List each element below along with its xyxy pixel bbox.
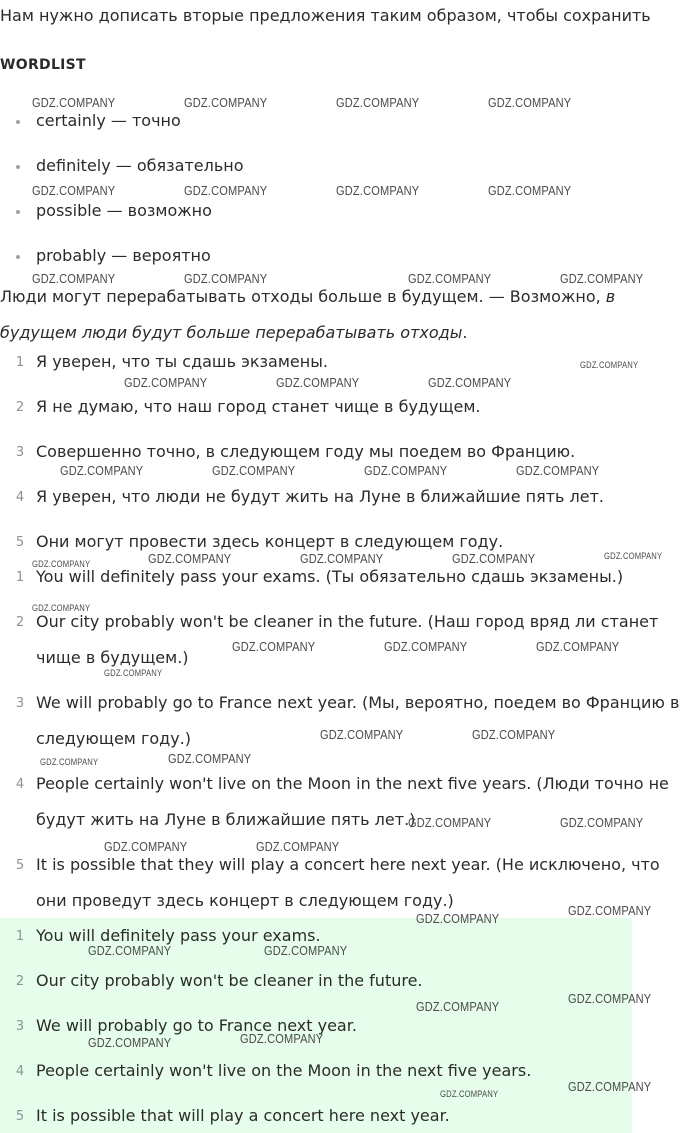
watermark: GDZ.COMPANY — [32, 271, 116, 286]
watermark: GDZ.COMPANY — [440, 1089, 499, 1099]
watermark: GDZ.COMPANY — [104, 668, 163, 678]
watermark: GDZ.COMPANY — [40, 757, 99, 767]
item-number: 3 — [15, 445, 25, 460]
item-number: 3 — [15, 1019, 25, 1034]
answer-line: People certainly won't live on the Moon in the next five years. — [36, 1061, 532, 1080]
translation-line: We will probably go to France next year. (Мы, вероятно, поедем во Францию в — [36, 693, 680, 712]
item-number: 2 — [15, 615, 25, 630]
item-number: 3 — [15, 696, 25, 711]
item-number: 5 — [15, 858, 25, 873]
watermark: GDZ.COMPANY — [428, 375, 512, 390]
watermark: GDZ.COMPANY — [60, 463, 144, 478]
translation-line: Our city probably won't be cleaner in the future. (Наш город вряд ли станет — [36, 612, 659, 631]
watermark: GDZ.COMPANY — [184, 271, 268, 286]
watermark: GDZ.COMPANY — [240, 1031, 324, 1046]
watermark: GDZ.COMPANY — [452, 551, 536, 566]
watermark: GDZ.COMPANY — [408, 815, 492, 830]
watermark: GDZ.COMPANY — [300, 551, 384, 566]
watermark: GDZ.COMPANY — [32, 183, 116, 198]
watermark: GDZ.COMPANY — [168, 751, 252, 766]
russian-sentence: Я уверен, что ты сдашь экзамены. — [36, 352, 328, 371]
russian-sentence: Совершенно точно, в следующем году мы поедем во Францию. — [36, 442, 576, 461]
watermark: GDZ.COMPANY — [488, 183, 572, 198]
watermark: GDZ.COMPANY — [88, 943, 172, 958]
bullet-icon — [16, 210, 20, 214]
watermark: GDZ.COMPANY — [148, 551, 232, 566]
watermark: GDZ.COMPANY — [416, 911, 500, 926]
watermark: GDZ.COMPANY — [536, 639, 620, 654]
watermark: GDZ.COMPANY — [516, 463, 600, 478]
watermark: GDZ.COMPANY — [384, 639, 468, 654]
russian-sentence: Они могут провести здесь концерт в следующем году. — [36, 532, 504, 551]
watermark: GDZ.COMPANY — [472, 727, 556, 742]
watermark: GDZ.COMPANY — [560, 815, 644, 830]
watermark: GDZ.COMPANY — [568, 1079, 652, 1094]
translation-line: You will definitely pass your exams. (Ты обязательно сдашь экзамены.) — [36, 567, 624, 586]
watermark: GDZ.COMPANY — [560, 271, 644, 286]
answer-line: It is possible that will play a concert here next year. — [36, 1106, 450, 1125]
answer-line: We will probably go to France next year. — [36, 1016, 357, 1035]
watermark: GDZ.COMPANY — [568, 903, 652, 918]
bullet-icon — [16, 255, 20, 259]
watermark: GDZ.COMPANY — [184, 95, 268, 110]
example-sentence: Люди могут перерабатывать отходы больше в будущем. — Возможно, в будущем люди будут больше перерабатывать отходы. — [0, 287, 616, 342]
watermark: GDZ.COMPANY — [32, 559, 91, 569]
translation-line-cont: чище в будущем.) — [36, 648, 189, 667]
item-number: 4 — [15, 777, 25, 792]
watermark: GDZ.COMPANY — [104, 839, 188, 854]
watermark: GDZ.COMPANY — [488, 95, 572, 110]
russian-sentence: Я не думаю, что наш город станет чище в будущем. — [36, 397, 481, 416]
watermark: GDZ.COMPANY — [32, 95, 116, 110]
item-number: 1 — [15, 355, 25, 370]
wordlist-heading: WORDLIST — [0, 57, 86, 73]
answer-line: Our city probably won't be cleaner in the future. — [36, 971, 423, 990]
watermark: GDZ.COMPANY — [364, 463, 448, 478]
translation-line: It is possible that they will play a concert here next year. (Не исключено, что — [36, 855, 660, 874]
watermark: GDZ.COMPANY — [264, 943, 348, 958]
watermark: GDZ.COMPANY — [568, 991, 652, 1006]
russian-sentence: Я уверен, что люди не будут жить на Луне в ближайшие пять лет. — [36, 487, 605, 506]
watermark: GDZ.COMPANY — [320, 727, 404, 742]
item-number: 2 — [15, 400, 25, 415]
watermark: GDZ.COMPANY — [604, 551, 663, 561]
translation-line-cont: будут жить на Луне в ближайшие пять лет.) — [36, 810, 416, 829]
watermark: GDZ.COMPANY — [276, 375, 360, 390]
item-number: 1 — [15, 570, 25, 585]
watermark: GDZ.COMPANY — [408, 271, 492, 286]
translation-line-cont: следующем году.) — [36, 729, 191, 748]
item-number: 5 — [15, 1109, 25, 1124]
item-number: 4 — [15, 1064, 25, 1079]
item-number: 1 — [15, 929, 25, 944]
watermark: GDZ.COMPANY — [32, 603, 91, 613]
watermark: GDZ.COMPANY — [256, 839, 340, 854]
item-number: 2 — [15, 974, 25, 989]
watermark: GDZ.COMPANY — [124, 375, 208, 390]
bullet-icon — [16, 120, 20, 124]
answer-line: You will definitely pass your exams. — [36, 926, 321, 945]
intro-text: Нам нужно дописать вторые предложения таким образом, чтобы сохранить — [0, 6, 651, 25]
translation-line: People certainly won't live on the Moon in the next five years. (Люди точно не — [36, 774, 669, 793]
watermark: GDZ.COMPANY — [336, 183, 420, 198]
bullet-icon — [16, 165, 20, 169]
item-number: 4 — [15, 490, 25, 505]
item-number: 5 — [15, 535, 25, 550]
watermark: GDZ.COMPANY — [336, 95, 420, 110]
watermark: GDZ.COMPANY — [184, 183, 268, 198]
translation-line-cont: они проведут здесь концерт в следующем году.) — [36, 891, 454, 910]
watermark: GDZ.COMPANY — [416, 999, 500, 1014]
watermark: GDZ.COMPANY — [212, 463, 296, 478]
watermark: GDZ.COMPANY — [580, 360, 639, 370]
watermark: GDZ.COMPANY — [232, 639, 316, 654]
watermark: GDZ.COMPANY — [88, 1035, 172, 1050]
